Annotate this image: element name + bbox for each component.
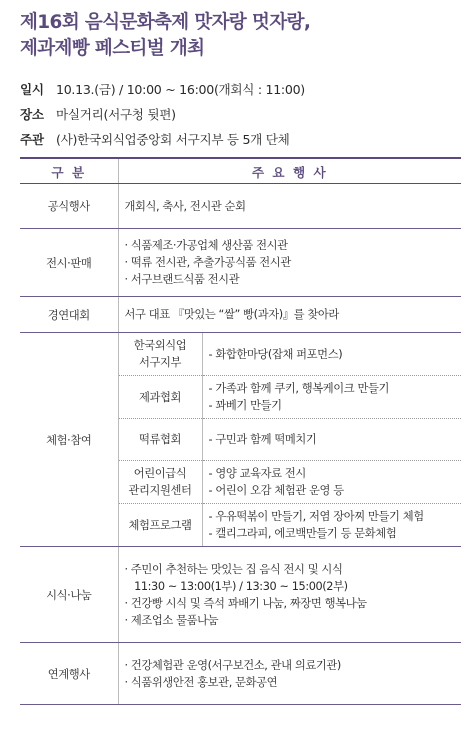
- info-place: [20, 101, 460, 126]
- table-row: [20, 229, 461, 297]
- list-item: 11:30 ~ 13:00(1부) / 13:30 ~ 15:00(2부): [124, 579, 348, 593]
- sub-category-line: 제과협회: [138, 390, 182, 404]
- row-content: [118, 229, 461, 297]
- list-item: · 떡류 전시관, 추출가공식품 전시관: [124, 256, 291, 269]
- header-events: 주 요 행 사: [118, 158, 461, 184]
- list-item: · 식품제조·가공업체 생산품 전시관: [124, 239, 288, 252]
- row-content: 서구 대표 『맛있는 “쌀” 빵(과자)』를 찾아라: [118, 297, 461, 333]
- info-value: (사)한국외식업중앙회 서구지부 등 5개 단체: [56, 132, 290, 147]
- sub-category-line: 한국외식업: [133, 339, 187, 352]
- event-info: [20, 76, 460, 151]
- info-label: 주관: [20, 132, 44, 147]
- list-item: · 건강빵 시식 및 즉석 꽈배기 나눔, 짜장면 행복나눔: [124, 596, 367, 610]
- title-line-2: 제과제빵 페스티벌 개최: [20, 38, 205, 59]
- row-category: 공식행사: [20, 184, 118, 229]
- title-line-1: 제16회 음식문화축제 맛자랑 멋자랑,: [20, 12, 311, 33]
- table-row: [20, 297, 461, 333]
- table-header-row: [20, 158, 461, 184]
- list-item: · 주민이 추천하는 맛있는 집 음식 전시 및 시식: [124, 562, 343, 576]
- list-item: - 가족과 함께 쿠키, 행복케이크 만들기: [208, 382, 390, 395]
- list-item: - 영양 교육자료 전시: [208, 467, 306, 480]
- row-content: [118, 547, 461, 643]
- table-row: [20, 643, 461, 705]
- info-value: 마실거리(서구청 뒷편): [56, 107, 176, 122]
- row-category: 연계행사: [20, 643, 118, 705]
- row-content: [202, 461, 461, 504]
- list-item: - 꽈베기 만들기: [208, 399, 282, 412]
- info-label: 장소: [20, 107, 44, 122]
- sub-category: [118, 333, 202, 376]
- list-item: - 캘리그라피, 에코백만들기 등 문화체험: [208, 527, 397, 540]
- header-category: 구 분: [20, 158, 118, 184]
- row-category: 전시·판매: [20, 229, 118, 297]
- row-content: [202, 376, 461, 419]
- row-category: 경연대회: [20, 297, 118, 333]
- row-category: 시식·나눔: [20, 547, 118, 643]
- sub-category: [118, 461, 202, 504]
- sub-category-line: 서구지부: [138, 356, 182, 369]
- info-value: 10.13.(금) / 10:00 ~ 16:00(개회식 : 11:00): [56, 82, 305, 97]
- table-row: [20, 184, 461, 229]
- sub-category: [118, 376, 202, 419]
- table-row: [20, 333, 461, 376]
- program-table: [20, 157, 461, 705]
- document-title: [20, 10, 460, 62]
- list-item: · 서구브랜드식품 전시관: [124, 273, 240, 286]
- list-item: - 구민과 함께 떡메치기: [208, 433, 317, 446]
- list-item: · 식품위생안전 홍보관, 문화공연: [124, 675, 278, 689]
- row-content: [202, 333, 461, 376]
- list-item: · 제조업소 물품나눔: [124, 613, 219, 627]
- list-item: · 건강체험관 운영(서구보건소, 관내 의료기관): [124, 658, 341, 672]
- sub-category-line: 관리지원센터: [128, 484, 192, 497]
- sub-category-line: 체험프로그램: [128, 518, 192, 532]
- info-host: [20, 126, 460, 151]
- row-content: [202, 419, 461, 461]
- sub-category-line: 떡류협회: [138, 433, 182, 446]
- sub-category-line: 어린이급식: [133, 467, 187, 480]
- sub-category: [118, 504, 202, 547]
- row-content: 개회식, 축사, 전시관 순회: [118, 184, 461, 229]
- row-content: [118, 643, 461, 705]
- sub-category: [118, 419, 202, 461]
- list-item: - 화합한마당(잡채 퍼포먼스): [208, 347, 343, 361]
- list-item: - 우유떡볶이 만들기, 저염 장아찌 만들기 체험: [208, 510, 424, 523]
- list-item: - 어린이 오감 체험관 운영 등: [208, 484, 344, 497]
- row-content: [202, 504, 461, 547]
- info-date: [20, 76, 460, 101]
- info-label: 일시: [20, 82, 44, 97]
- row-category: 체험·참여: [20, 333, 118, 547]
- table-row: [20, 547, 461, 643]
